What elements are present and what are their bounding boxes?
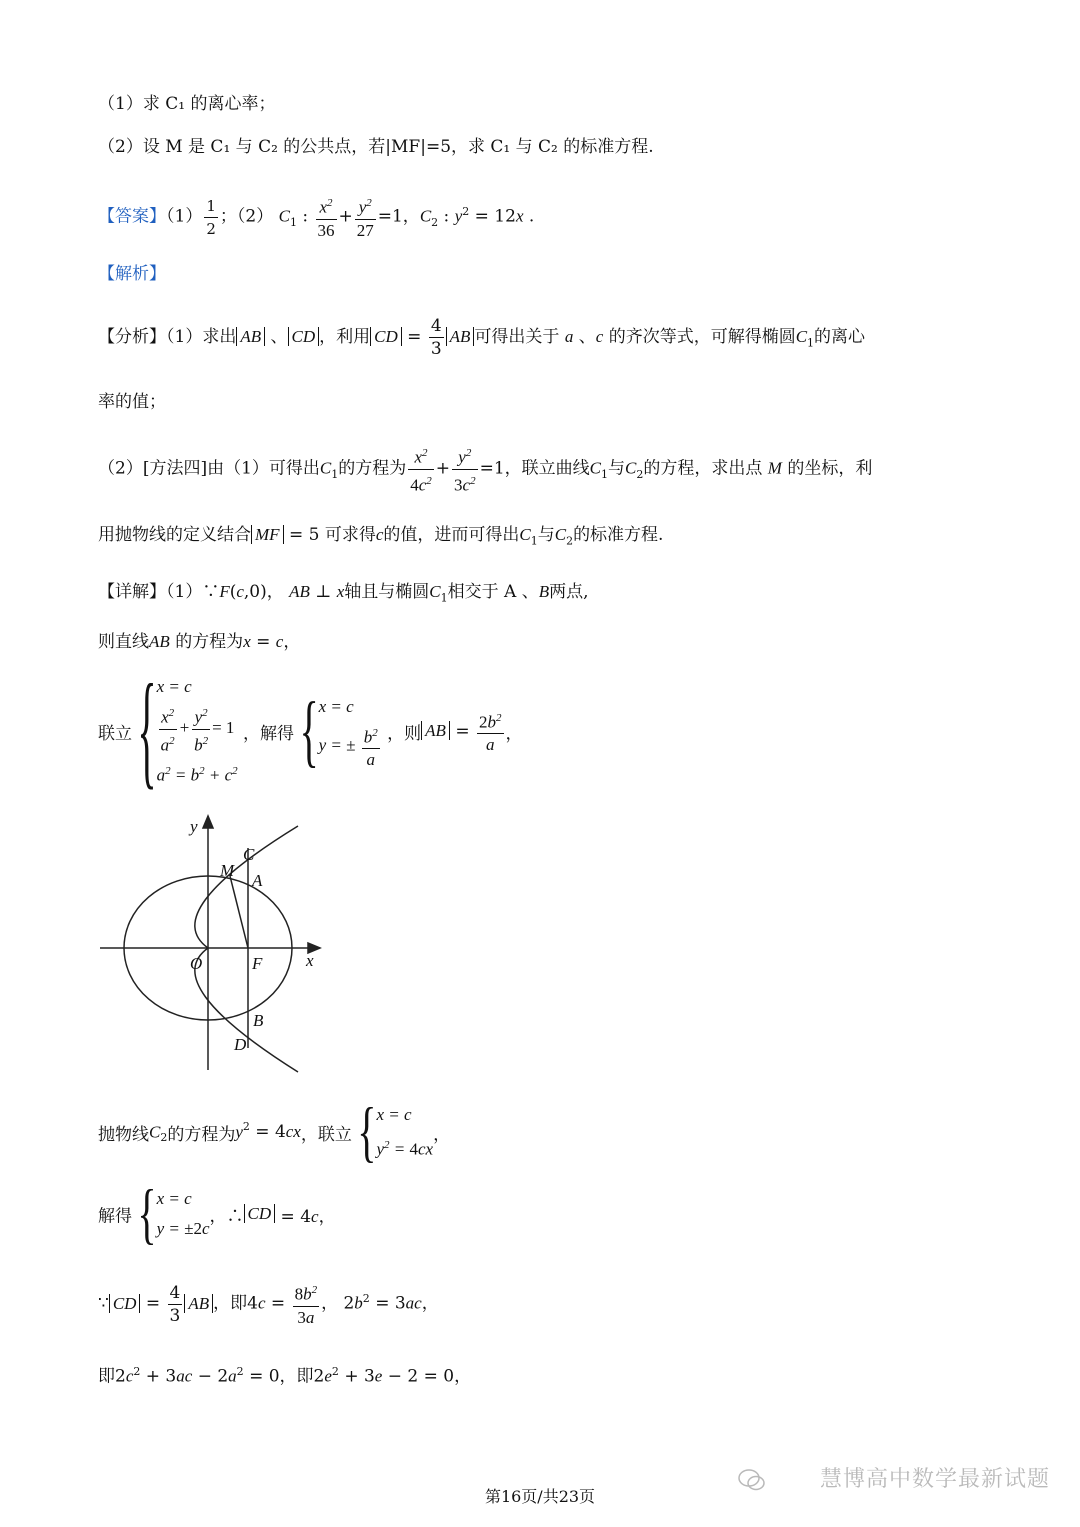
analysis2-text-e: 的坐标，利 (787, 458, 873, 479)
analysis3-text-d: 的标准方程. (573, 525, 664, 545)
analysis-line-2: 率的值； (98, 392, 166, 412)
detail2-text-b: 的方程为 (175, 632, 244, 652)
label-a: A (252, 871, 263, 890)
jiexi-label: 【解析】 (98, 264, 166, 284)
jiede-label: ，解得 (243, 723, 295, 744)
analysis-2-line-1: （2）[方法四]由（1）可得出$C_1$的方程为 $\frac{x^2}{4c^2}$ + $\frac{y^2}{3c^2}$ =1，联立曲线$C_1$与$C_2$的方程，求出点 M 的坐标，利 (98, 442, 872, 499)
detail-text-a: （1）∵ (166, 582, 220, 602)
last-text-b: ，即 (279, 1366, 314, 1387)
detail-text-c: 相交于 A 、 (447, 582, 539, 602)
ze-label: ，则 (387, 723, 422, 744)
label-m: M (220, 861, 235, 880)
analysis-2-line-2: 用抛物线的定义结合 MF = 5 可求得c的值，进而可得出$C_1$与$C_2$的标准方程. (98, 525, 664, 548)
since-line: ∵ CD = $\frac{4}{3}$ AB ，即4c = $\frac{8b^2}{3a}$ ， $2b^2 = 3ac$， (98, 1276, 439, 1329)
analysis2-text-d: 的方程，求出点 (643, 458, 763, 479)
analysis2-text-a: （2）[方法四]由（1）可得出 (98, 458, 320, 479)
question-1: （1）求 C₁ 的离心率； (98, 94, 276, 114)
solve-line: 解得 { x = c y = ±2c ，∴ CD = 4c， (98, 1174, 336, 1252)
analysis-line-1: 【分析】（1）求出 AB 、 CD ，利用 CD = $\frac{4}{3}$ AB 可得出关于 a 、c 的齐次等式，可解得椭圆$C_1$的离心 (98, 316, 866, 359)
label-b: B (253, 1011, 264, 1030)
question-2: （2）设 M 是 C₁ 与 C₂ 的公共点，若|MF|=5，求 C₁ 与 C₂ 的标准方程. (98, 137, 654, 157)
analysis-text-e: 的离心 (814, 327, 866, 347)
jiede2-label: 解得 (98, 1206, 132, 1227)
parabola-text-b: 的方程为 (167, 1124, 236, 1145)
lianli-label: 联立 (98, 723, 132, 744)
label-f: F (252, 954, 263, 973)
detail-line-2: 则直线AB 的方程为x = c， (98, 632, 301, 652)
label-y: y (190, 817, 198, 836)
watermark: 慧博高中数学最新试题 (819, 1467, 1050, 1492)
analysis3-text-c: 的值，进而可得出 (383, 525, 520, 545)
analysis-text-d: 的齐次等式，可解得椭圆 (608, 327, 796, 347)
analysis-text-a: （1）求出 (166, 327, 237, 347)
answer-half: $\frac{1}{2}$ (206, 196, 216, 238)
answer-label: 【答案】 (98, 206, 166, 227)
segment-mf (230, 876, 248, 948)
detail-text-d: 两点, (549, 582, 589, 602)
since-text: 即 (230, 1293, 248, 1314)
parabola-text-c: ，联立 (300, 1124, 352, 1145)
analysis-text-b: ，利用 (319, 327, 371, 347)
answer-line: 【答案】（1） $\frac{1}{2}$ ；（2） $C_1$ : $\frac{x^2}{36}$ + $\frac{y^2}{27}$ =1，$C_2$ : $y^2 = 12x$ . (98, 192, 534, 243)
y-arrow-icon (203, 816, 213, 828)
page-footer: 第16页/共23页 (484, 1487, 596, 1506)
analysis2-text-c: ，联立曲线 (504, 458, 590, 479)
detail-line-1: 【详解】（1）∵F(c,0)， AB ⊥ x轴且与椭圆$C_1$相交于 A 、B两点, (98, 582, 589, 605)
label-x: x (306, 951, 314, 970)
detail2-text-a: 则直线 (98, 632, 149, 652)
analysis-text-c: 可得出关于 (474, 327, 560, 347)
analysis3-text-a: 用抛物线的定义结合 (98, 525, 251, 545)
analysis2-text-b: 的方程为 (338, 458, 407, 479)
detail-text-b: 轴且与椭圆 (344, 582, 430, 602)
therefore-cd: ，∴ (209, 1206, 244, 1227)
label-d: D (234, 1035, 247, 1054)
label-o: O (190, 954, 203, 973)
ellipse-parabola-figure (98, 812, 328, 1077)
analysis-label: 【分析】 (98, 327, 166, 347)
label-c: C (243, 845, 255, 864)
parabola-line: 抛物线$C_2$的方程为$y^2 = 4cx$，联立 { x = c $y^2 = 4cx$ ， (98, 1093, 451, 1170)
detail-label: 【详解】 (98, 582, 166, 602)
parabola-text-a: 抛物线 (98, 1124, 149, 1145)
answer-part-2: ；（2） (219, 206, 274, 227)
last-text-a: 即 (98, 1366, 115, 1387)
analysis3-text-b: 可求得 (324, 525, 376, 545)
answer-part-1: （1） (166, 206, 203, 227)
system-line-1: 联立 { x = c $\frac{x^2}{a^2}$ + $\frac{y^2}{b^2}$ = 1 $a^2 = b^2 + c^2$ ，解得 { x = c y = ± $\frac{b^2}{a}$ ，则 AB = $\frac{2b^2}{a}$ ， (98, 657, 523, 802)
last-line: 即$2c^2 + 3ac - 2a^2 = 0$，即$2e^2 + 3e - 2 = 0$， (98, 1365, 472, 1387)
